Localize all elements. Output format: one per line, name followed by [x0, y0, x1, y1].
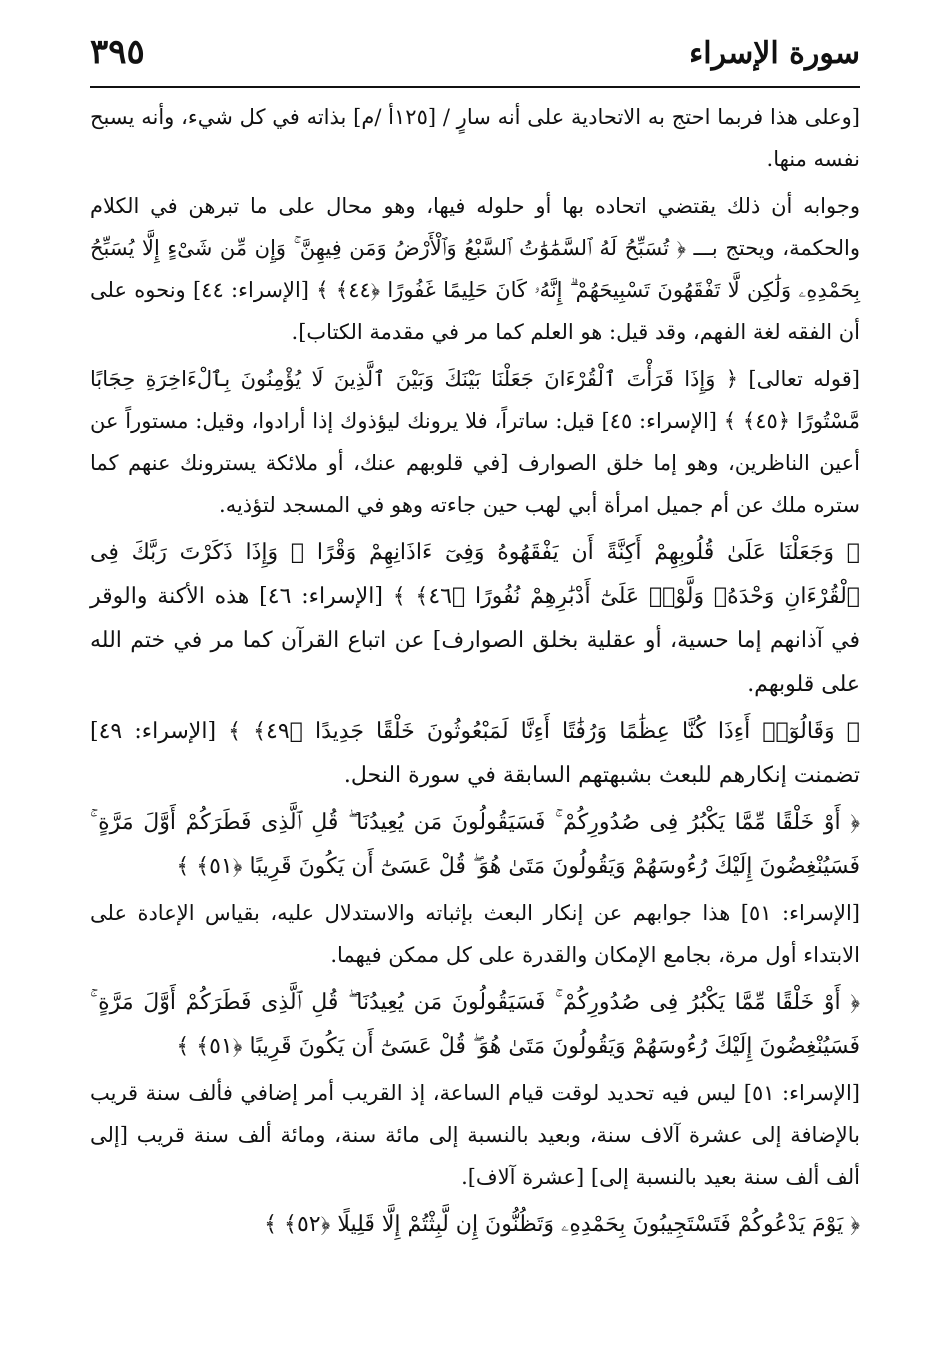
paragraph-verse: ﴿ وَجَعَلْنَا عَلَىٰ قُلُوبِهِمْ أَكِنَّةً أَن يَفْقَهُوهُ وَفِىٓ ءَاذَانِهِمْ وَقْرًا ۚ وَإِذَا ذَكَرْتَ رَبَّكَ فِى ٱلْقُرْءَانِ وَحْدَهُۥ وَلَّوْا۟ عَلَىٰٓ أَدْبَٰرِهِمْ نُفُورًا ﴿٤٦﴾ ﴾ [الإسراء: ٤٦] هذه الأكنة والوقر في آذانهم إما حسية، أو عقلية بخلق الصوارف] عن اتباع القرآن كما مر في ختم الله على قلوبهم. — [90, 540, 860, 697]
paragraph-verse: ﴿ يَوْمَ يَدْعُوكُمْ فَتَسْتَجِيبُونَ بِحَمْدِهِۦ وَتَظُنُّونَ إِن لَّبِثْتُمْ إِلَّا قَلِيلًا ﴿٥٢﴾ ﴾ — [264, 1212, 860, 1237]
page-body — [90, 96, 860, 1247]
paragraph-commentary: وجوابه أن ذلك يقتضي اتحاده بها أو حلوله فيها، وهو محال على ما تبرهن في الكلام والحكمة، ويحتج بـــ ﴿ تُسَبِّحُ لَهُ ٱلسَّمَٰوَٰتُ ٱلسَّبْعُ وَٱلْأَرْضُ وَمَن فِيهِنَّ ۚ وَإِن مِّن شَىْءٍ إِلَّا يُسَبِّحُ بِحَمْدِهِۦ وَلَٰكِن لَّا تَفْقَهُونَ تَسْبِيحَهُمْ ۗ إِنَّهُۥ كَانَ حَلِيمًا غَفُورًا ﴿٤٤﴾ ﴾ [الإسراء: ٤٤] ونحوه على أن الفقه لغة الفهم، وقد قيل: هو العلم كما مر في مقدمة الكتاب]. — [90, 194, 860, 344]
page-header — [90, 28, 860, 88]
paragraph-commentary: [قوله تعالى] ﴿ وَإِذَا قَرَأْتَ ٱلْقُرْءَانَ جَعَلْنَا بَيْنَكَ وَبَيْنَ ٱلَّذِينَ لَا يُؤْمِنُونَ بِٱلْءَاخِرَةِ حِجَابًا مَّسْتُورًا ﴿٤٥﴾ ﴾ [الإسراء: ٤٥] قيل: ساتراً، فلا يرونك ليؤذوك إذا أرادوا، وقيل: مستوراً عن أعين الناظرين، وهو إما خلق الصوارف [في قلوبهم عنك، أو ملائكة يسترونك عنهم كما ستره ملك عن أم جميل امرأة أبي لهب حين جاءته وهو في المسجد لتؤذيه. — [90, 367, 861, 517]
surah-title: سورة الإسراء — [689, 36, 860, 71]
page-number: ٣٩٥ — [90, 32, 145, 72]
paragraph-commentary: [وعلى هذا فربما احتج به الاتحادية على أنه سارٍ / [١٢٥أ /م] بذاته في كل شيء، وأنه يسبح نفسه منها. — [90, 105, 861, 171]
paragraph-verse: ﴿ أَوْ خَلْقًا مِّمَّا يَكْبُرُ فِى صُدُورِكُمْ ۚ فَسَيَقُولُونَ مَن يُعِيدُنَا ۖ قُلِ ٱلَّذِى فَطَرَكُمْ أَوَّلَ مَرَّةٍ ۚ فَسَيُنْغِضُونَ إِلَيْكَ رُءُوسَهُمْ وَيَقُولُونَ مَتَىٰ هُوَ ۖ قُلْ عَسَىٰٓ أَن يَكُونَ قَرِيبًا ﴿٥١﴾ ﴾ — [90, 990, 860, 1059]
paragraph-verse: ﴿ أَوْ خَلْقًا مِّمَّا يَكْبُرُ فِى صُدُورِكُمْ ۚ فَسَيَقُولُونَ مَن يُعِيدُنَا ۖ قُلِ ٱلَّذِى فَطَرَكُمْ أَوَّلَ مَرَّةٍ ۚ فَسَيُنْغِضُونَ إِلَيْكَ رُءُوسَهُمْ وَيَقُولُونَ مَتَىٰ هُوَ ۖ قُلْ عَسَىٰٓ أَن يَكُونَ قَرِيبًا ﴿٥١﴾ ﴾ — [90, 810, 860, 879]
paragraph-commentary: [الإسراء: ٥١] هذا جوابهم عن إنكار البعث بإثباته والاستدلال عليه، بقياس الإعادة على الابتداء أول مرة، بجامع الإمكان والقدرة على كل ممكن فيهما. — [90, 901, 860, 967]
paragraph-verse: ﴿ وَقَالُوٓا۟ أَءِذَا كُنَّا عِظَٰمًا وَرُفَٰتًا أَءِنَّا لَمَبْعُوثُونَ خَلْقًا جَدِيدًا ﴿٤٩﴾ ﴾ [الإسراء: ٤٩] تضمنت إنكارهم للبعث بشبهتهم السابقة في سورة النحل. — [90, 719, 860, 788]
paragraph-commentary: [الإسراء: ٥١] ليس فيه تحديد لوقت قيام الساعة، إذ القريب أمر إضافي فألف سنة قريب بالإضافة إلى عشرة آلاف سنة، وبعيد بالنسبة إلى مائة سنة، ومائة ألف سنة قريب [إلى ألف ألف سنة بعيد بالنسبة إلى] [عشرة آلاف]. — [90, 1081, 861, 1189]
